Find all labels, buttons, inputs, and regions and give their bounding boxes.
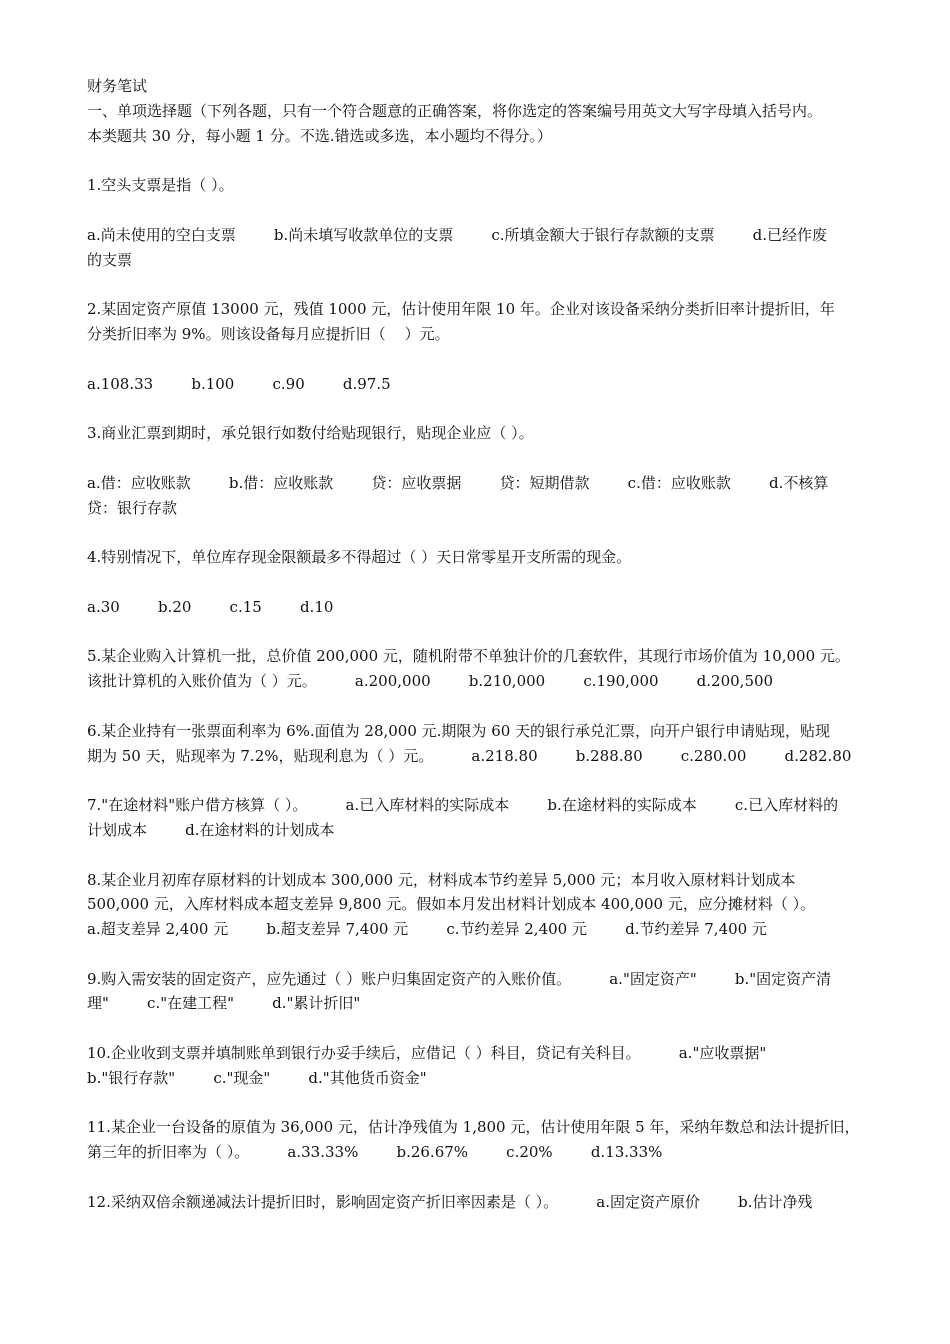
question-line: 期为 50 天，贴现率为 7.2%，贴现利息为（ ）元。 a.218.80 b.288.80 c.280.00 d.282.80 xyxy=(87,746,852,765)
question-line: 理" c."在建工程" d."累计折旧" xyxy=(87,994,361,1013)
question-line: 9.购入需安装的固定资产，应先通过（ ）账户归集固定资产的入账价值。 a."固定资产" b."固定资产清 xyxy=(87,969,832,988)
question-block xyxy=(87,1115,905,1165)
option-line: a.尚未使用的空白支票 b.尚未填写收款单位的支票 c.所填金额大于银行存款额的支票 d.已经作废 xyxy=(87,225,828,244)
question-line: 该批计算机的入账价值为（ ）元。 a.200,000 b.210,000 c.190,000 d.200,500 xyxy=(87,672,774,691)
question-line: 10.企业收到支票并填制账单到银行办妥手续后，应借记（ ）科目，贷记有关科目。 a."应收票据" xyxy=(87,1044,767,1063)
question-line: 5.某企业购入计算机一批，总价值 200,000 元，随机附带不单独计价的几套软件，其现行市场价值为 10,000 元。 xyxy=(87,647,850,666)
question-block xyxy=(87,297,905,347)
question-line: 2.某固定资产原值 13000 元，残值 1000 元，估计使用年限 10 年。企业对该设备采纳分类折旧率计提折旧，年 xyxy=(87,300,835,319)
question-block xyxy=(87,719,905,769)
option-line: a.30 b.20 c.15 d.10 xyxy=(87,597,334,616)
question-line: 8.某企业月初库存原材料的计划成本 300,000 元，材料成本节约差异 5,000 元；本月收入原材料计划成本 xyxy=(87,870,796,889)
question-block xyxy=(87,1041,905,1091)
question-line: 1.空头支票是指（ ）。 xyxy=(87,176,234,195)
question-line: 6.某企业持有一张票面利率为 6%.面值为 28,000 元.期限为 60 天的银行承兑汇票，向开户银行申请贴现，贴现 xyxy=(87,721,831,740)
options-block xyxy=(87,471,905,521)
question-line: 11.某企业一台设备的原值为 36,000 元，估计净残值为 1,800 元，估计使用年限 5 年，采纳年数总和法计提折旧， xyxy=(87,1118,860,1137)
question-line: 7."在途材料"账户借方核算（ ）。 a.已入库材料的实际成本 b.在途材料的实际成本 c.已入库材料的 xyxy=(87,796,839,815)
question-block xyxy=(87,868,905,942)
section-heading-line-2: 本类题共 30 分，每小题 1 分。不选.错选或多选，本小题均不得分。） xyxy=(87,126,552,145)
options-block xyxy=(87,595,905,620)
options-block xyxy=(87,223,905,273)
question-line: 3.商业汇票到期时，承兑银行如数付给贴现银行，贴现企业应（ ）。 xyxy=(87,424,534,443)
question-block xyxy=(87,421,905,446)
question-line: a.超支差异 2,400 元 b.超支差异 7,400 元 c.节约差异 2,400 元 d.节约差异 7,400 元 xyxy=(87,920,767,939)
option-line: 贷：银行存款 xyxy=(87,498,178,517)
question-block xyxy=(87,1190,905,1215)
section-heading-line-1: 一、单项选择题（下列各题，只有一个符合题意的正确答案，将你选定的答案编号用英文大写字母填入括号内。 xyxy=(87,101,823,120)
option-line: 的支票 xyxy=(87,250,133,269)
question-line: b."银行存款" c."现金" d."其他货币资金" xyxy=(87,1068,427,1087)
options-block xyxy=(87,372,905,397)
question-block xyxy=(87,545,905,570)
question-block xyxy=(87,967,905,1017)
question-line: 第三年的折旧率为（ ）。 a.33.33% b.26.67% c.20% d.13.33% xyxy=(87,1143,663,1162)
question-line: 计划成本 d.在途材料的计划成本 xyxy=(87,820,335,839)
option-line: a.借：应收账款 b.借：应收账款 贷：应收票据 贷：短期借款 c.借：应收账款 d.不核算 xyxy=(87,473,829,492)
document-title: 财务笔试 xyxy=(87,77,148,95)
question-line: 500,000 元，入库材料成本超支差异 9,800 元。假如本月发出材料计划成本 400,000 元，应分摊材料（ ）。 xyxy=(87,895,816,914)
question-line: 12.采纳双倍余额递减法计提折旧时，影响固定资产折旧率因素是（ ）。 a.固定资产原价 b.估计净残 xyxy=(87,1192,813,1211)
document-page xyxy=(87,74,905,1215)
question-block xyxy=(87,644,905,694)
question-line: 4.特别情况下，单位库存现金限额最多不得超过（ ）天日常零星开支所需的现金。 xyxy=(87,548,632,567)
question-block xyxy=(87,793,905,843)
option-line: a.108.33 b.100 c.90 d.97.5 xyxy=(87,374,391,393)
question-line: 分类折旧率为 9%。则该设备每月应提折旧（ ）元。 xyxy=(87,324,450,343)
question-block xyxy=(87,173,905,198)
